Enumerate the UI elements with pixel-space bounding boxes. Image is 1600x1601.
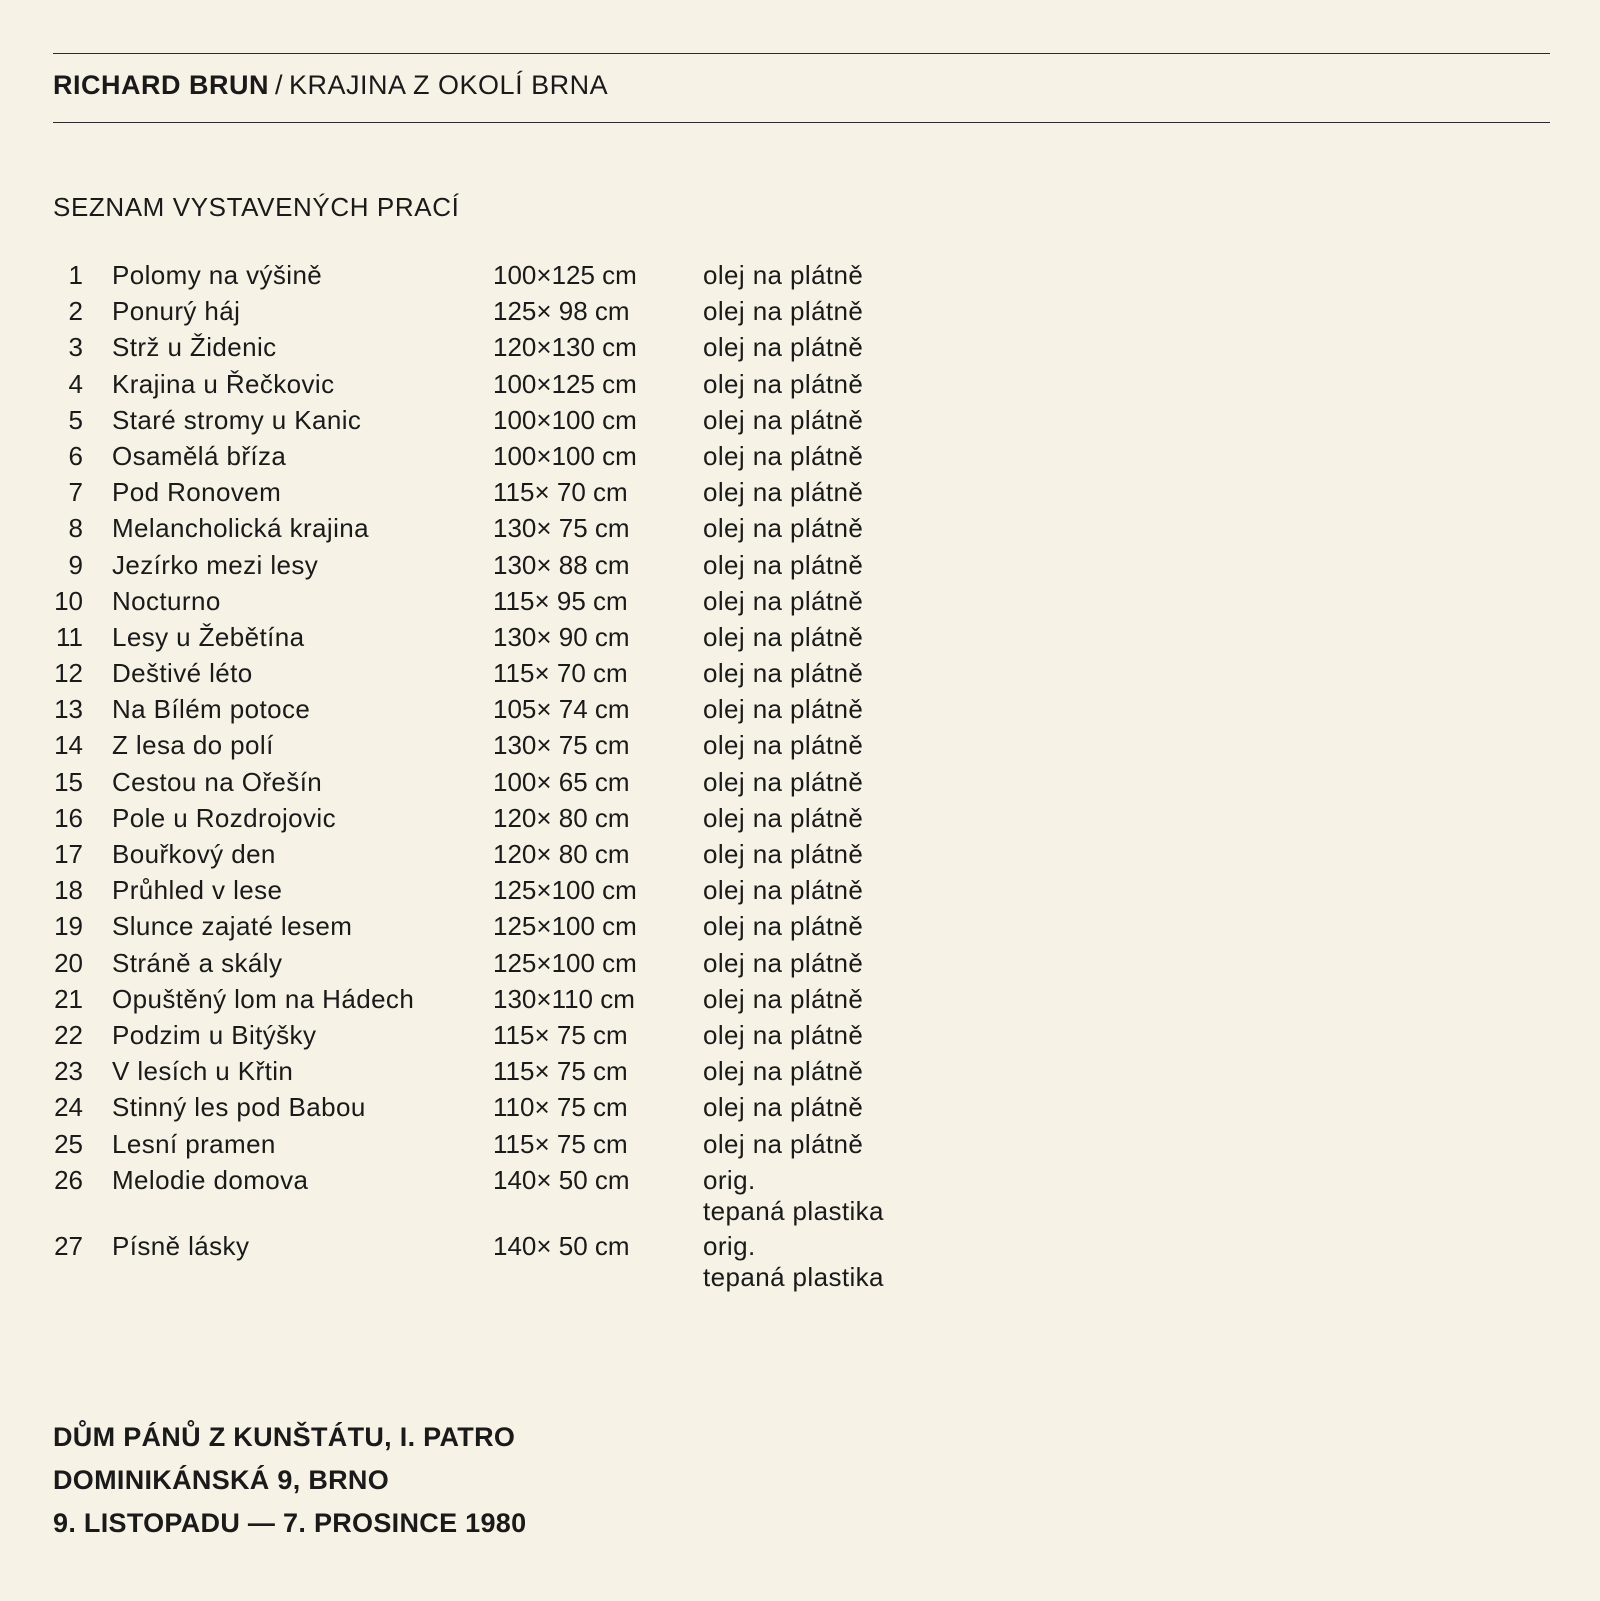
work-dimensions: 105× 74 cm — [493, 694, 630, 725]
work-row — [53, 800, 953, 836]
work-title: Krajina u Řečkovic — [112, 368, 335, 399]
top-rule — [53, 53, 1550, 54]
work-medium-line: olej na plátně — [703, 1056, 864, 1087]
work-dimensions: 100×100 cm — [493, 404, 637, 435]
work-row — [53, 257, 953, 293]
work-medium — [703, 1231, 884, 1293]
work-title: Pod Ronovem — [112, 477, 282, 508]
work-title: Osamělá bříza — [112, 440, 287, 471]
work-number: 26 — [54, 1164, 83, 1195]
work-title: Jezírko mezi lesy — [112, 549, 319, 580]
work-number: 13 — [54, 694, 83, 725]
work-title: Melancholická krajina — [112, 513, 369, 544]
work-medium — [703, 658, 863, 689]
work-medium — [703, 260, 863, 291]
work-medium — [703, 332, 863, 363]
work-row — [53, 583, 953, 619]
work-medium — [703, 441, 863, 472]
work-row — [53, 945, 953, 981]
work-medium — [703, 369, 863, 400]
work-title: V lesích u Křtin — [112, 1056, 294, 1087]
work-medium — [703, 1165, 884, 1227]
work-number: 10 — [54, 585, 83, 616]
work-medium-line: olej na plátně — [703, 404, 864, 435]
work-number: 3 — [68, 332, 83, 363]
work-row — [53, 691, 953, 727]
work-medium-line: olej na plátně — [703, 802, 864, 833]
work-title: Pole u Rozdrojovic — [112, 802, 336, 833]
work-medium-line: olej na plátně — [703, 585, 864, 616]
work-medium-line: olej na plátně — [703, 875, 864, 906]
work-dimensions: 110× 75 cm — [493, 1092, 628, 1123]
work-medium — [703, 694, 863, 725]
work-medium-line: olej na plátně — [703, 839, 864, 869]
work-row — [53, 619, 953, 655]
work-dimensions: 115× 75 cm — [493, 1019, 628, 1050]
work-number: 4 — [68, 368, 83, 399]
work-row — [53, 1162, 953, 1228]
work-row — [53, 727, 953, 763]
work-medium — [703, 767, 863, 798]
work-medium — [703, 477, 863, 508]
work-title: Strž u Židenic — [112, 332, 277, 363]
header-separator: / — [275, 70, 284, 100]
work-medium-line: tepaná plastika — [703, 1195, 884, 1226]
work-dimensions: 125× 98 cm — [493, 296, 630, 327]
work-medium-line: olej na plátně — [703, 1092, 864, 1123]
artist-name: RICHARD BRUN — [53, 70, 269, 100]
address: DOMINIKÁNSKÁ 9, BRNO — [53, 1465, 390, 1495]
work-title: Deštivé léto — [112, 658, 253, 689]
work-medium-line: olej na plátně — [703, 260, 864, 290]
work-medium-line: olej na plátně — [703, 477, 864, 508]
work-title: Nocturno — [112, 585, 221, 616]
work-dimensions: 100×125 cm — [493, 368, 637, 399]
work-title: Průhled v lese — [112, 875, 283, 906]
work-medium-line: olej na plátně — [703, 549, 864, 580]
work-number: 11 — [56, 621, 83, 652]
work-number: 7 — [68, 477, 83, 508]
work-medium — [703, 550, 863, 581]
work-number: 8 — [68, 513, 83, 544]
work-medium — [703, 911, 863, 942]
exhibition-info — [53, 1416, 526, 1545]
work-medium-line: olej na plátně — [703, 911, 864, 942]
work-row — [53, 1126, 953, 1162]
work-row — [53, 510, 953, 546]
work-number: 22 — [54, 1019, 83, 1050]
work-dimensions: 100×125 cm — [493, 260, 637, 290]
work-title: Lesní pramen — [112, 1128, 276, 1159]
work-row — [53, 655, 953, 691]
work-title: Slunce zajaté lesem — [112, 911, 353, 942]
work-medium-line: olej na plátně — [703, 1019, 864, 1050]
work-dimensions: 100×100 cm — [493, 440, 637, 471]
work-medium-line: olej na plátně — [703, 1128, 864, 1159]
work-title: Stráně a skály — [112, 947, 283, 978]
work-title: Z lesa do polí — [112, 730, 274, 761]
work-dimensions: 100× 65 cm — [493, 766, 630, 797]
work-dimensions: 120× 80 cm — [493, 802, 630, 833]
work-row — [53, 836, 953, 872]
work-number: 23 — [54, 1056, 83, 1087]
work-row — [53, 366, 953, 402]
work-medium — [703, 1092, 863, 1123]
work-medium-line: olej na plátně — [703, 332, 864, 363]
work-row — [53, 438, 953, 474]
work-medium-line: olej na plátně — [703, 368, 864, 399]
work-number: 20 — [54, 947, 83, 978]
work-medium — [703, 730, 863, 761]
work-number: 17 — [54, 839, 83, 869]
venue: DŮM PÁNŮ Z KUNŠTÁTU, I. PATRO — [53, 1422, 516, 1452]
work-dimensions: 140× 50 cm — [493, 1164, 630, 1195]
work-medium — [703, 984, 863, 1015]
work-medium-line: olej na plátně — [703, 766, 864, 797]
work-medium-line: olej na plátně — [703, 440, 864, 471]
work-number: 24 — [54, 1092, 83, 1123]
work-title: Ponurý háj — [112, 296, 241, 327]
work-title: Lesy u Žebětína — [112, 621, 305, 652]
work-medium — [703, 875, 863, 906]
work-dimensions: 115× 70 cm — [493, 658, 628, 689]
work-title: Písně lásky — [112, 1230, 250, 1261]
work-medium — [703, 1129, 863, 1160]
exhibition-title: KRAJINA Z OKOLÍ BRNA — [289, 70, 609, 100]
work-row — [53, 474, 953, 510]
work-medium — [703, 839, 863, 870]
work-number: 14 — [54, 730, 83, 761]
work-title: Podzim u Bitýšky — [112, 1019, 317, 1050]
work-row — [53, 293, 953, 329]
work-number: 25 — [54, 1128, 83, 1159]
work-title: Cestou na Ořešín — [112, 766, 323, 797]
work-medium-line: olej na plátně — [703, 296, 864, 327]
work-title: Stinný les pod Babou — [112, 1092, 366, 1123]
work-dimensions: 130× 75 cm — [493, 513, 630, 544]
work-medium — [703, 296, 863, 327]
work-medium-line: orig. — [703, 1230, 756, 1261]
work-medium — [703, 1020, 863, 1051]
work-medium — [703, 1056, 863, 1087]
work-number: 5 — [68, 404, 83, 435]
work-number: 2 — [68, 296, 83, 327]
work-medium — [703, 948, 863, 979]
work-title: Staré stromy u Kanic — [112, 404, 362, 435]
work-number: 18 — [54, 875, 83, 906]
exhibition-dates: 9. LISTOPADU — 7. PROSINCE 1980 — [53, 1508, 527, 1538]
header-bottom-rule — [53, 122, 1550, 123]
work-number: 6 — [68, 440, 83, 471]
work-dimensions: 125×100 cm — [493, 911, 637, 942]
work-medium-line: olej na plátně — [703, 947, 864, 978]
work-title: Melodie domova — [112, 1164, 309, 1195]
work-medium — [703, 513, 863, 544]
work-dimensions: 130×110 cm — [493, 983, 635, 1014]
work-title: Polomy na výšině — [112, 260, 323, 290]
work-number: 12 — [54, 658, 83, 689]
work-number: 9 — [68, 549, 83, 580]
work-medium — [703, 803, 863, 834]
work-dimensions: 125×100 cm — [493, 875, 637, 906]
work-dimensions: 130× 88 cm — [493, 549, 630, 580]
work-row — [53, 908, 953, 944]
work-medium-line: orig. — [703, 1164, 756, 1195]
work-dimensions: 120× 80 cm — [493, 839, 630, 869]
work-number: 27 — [54, 1230, 83, 1261]
work-row — [53, 402, 953, 438]
work-medium-line: olej na plátně — [703, 658, 864, 689]
work-medium-line: olej na plátně — [703, 694, 864, 725]
work-number: 19 — [54, 911, 83, 942]
work-title: Opuštěný lom na Hádech — [112, 983, 415, 1014]
work-dimensions: 120×130 cm — [493, 332, 637, 363]
work-row — [53, 1053, 953, 1089]
work-title: Na Bílém potoce — [112, 694, 311, 725]
work-number: 16 — [54, 802, 83, 833]
work-medium — [703, 405, 863, 436]
work-row — [53, 1228, 953, 1294]
work-row — [53, 1089, 953, 1125]
work-dimensions: 130× 75 cm — [493, 730, 630, 761]
work-row — [53, 872, 953, 908]
work-dimensions: 115× 70 cm — [493, 477, 628, 508]
work-medium — [703, 586, 863, 617]
work-dimensions: 130× 90 cm — [493, 621, 630, 652]
work-row — [53, 981, 953, 1017]
works-list — [53, 257, 953, 1294]
work-medium-line: olej na plátně — [703, 621, 864, 652]
work-medium — [703, 622, 863, 653]
work-row — [53, 1017, 953, 1053]
work-dimensions: 125×100 cm — [493, 947, 637, 978]
work-medium-line: olej na plátně — [703, 730, 864, 761]
work-medium-line: olej na plátně — [703, 513, 864, 544]
work-row — [53, 764, 953, 800]
work-number: 21 — [54, 983, 83, 1014]
section-title: SEZNAM VYSTAVENÝCH PRACÍ — [53, 192, 460, 222]
work-title: Bouřkový den — [112, 839, 276, 869]
work-dimensions: 115× 75 cm — [493, 1056, 628, 1087]
work-dimensions: 140× 50 cm — [493, 1230, 630, 1261]
work-medium-line: olej na plátně — [703, 983, 864, 1014]
work-dimensions: 115× 95 cm — [493, 585, 628, 616]
work-row — [53, 329, 953, 365]
work-medium-line: tepaná plastika — [703, 1261, 884, 1292]
work-number: 15 — [54, 766, 83, 797]
work-row — [53, 547, 953, 583]
work-dimensions: 115× 75 cm — [493, 1128, 628, 1159]
document-header — [53, 70, 608, 101]
work-number: 1 — [68, 260, 83, 290]
